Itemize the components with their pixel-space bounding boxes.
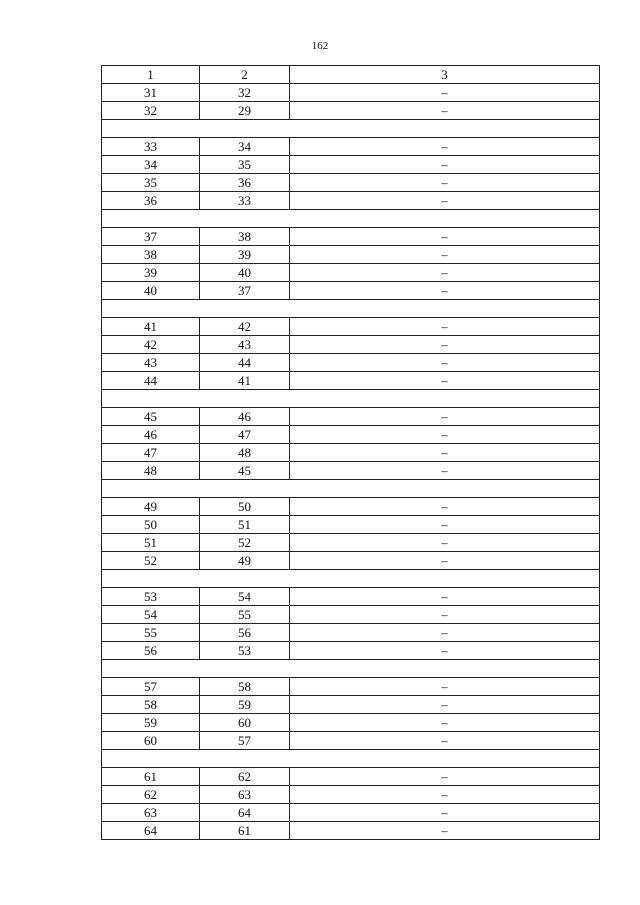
table-cell-col-1: 51 xyxy=(102,534,200,552)
table-cell-col-1: 64 xyxy=(102,822,200,840)
table-row xyxy=(102,246,600,264)
table-cell-col-3: – xyxy=(290,732,600,750)
table-cell-col-2: 38 xyxy=(200,228,290,246)
table-row xyxy=(102,642,600,660)
table-cell-col-3: – xyxy=(290,588,600,606)
table-cell-col-3: – xyxy=(290,318,600,336)
table-cell-col-2: 52 xyxy=(200,534,290,552)
table-cell-col-1: 59 xyxy=(102,714,200,732)
table-row xyxy=(102,282,600,300)
table-cell-col-1: 63 xyxy=(102,804,200,822)
table-row xyxy=(102,174,600,192)
table-cell-col-2: 53 xyxy=(200,642,290,660)
table-cell-col-1: 32 xyxy=(102,102,200,120)
table-cell-col-1: 49 xyxy=(102,498,200,516)
table-row xyxy=(102,84,600,102)
table-cell-col-3: – xyxy=(290,408,600,426)
table-cell-col-3: – xyxy=(290,624,600,642)
separator-cell xyxy=(102,750,600,768)
table-cell-col-1: 53 xyxy=(102,588,200,606)
table-header-row xyxy=(102,66,600,84)
table-row xyxy=(102,624,600,642)
table-cell-col-2: 39 xyxy=(200,246,290,264)
table-cell-col-2: 55 xyxy=(200,606,290,624)
table-cell-col-3: – xyxy=(290,174,600,192)
table-cell-col-3: – xyxy=(290,282,600,300)
table-cell-col-1: 54 xyxy=(102,606,200,624)
separator-cell xyxy=(102,660,600,678)
table-cell-col-2: 64 xyxy=(200,804,290,822)
table-row xyxy=(102,228,600,246)
table-cell-col-2: 44 xyxy=(200,354,290,372)
table-cell-col-2: 46 xyxy=(200,408,290,426)
table-cell-col-3: – xyxy=(290,102,600,120)
table-cell-col-1: 36 xyxy=(102,192,200,210)
table-row xyxy=(102,156,600,174)
table-cell-col-3: – xyxy=(290,192,600,210)
table-cell-col-2: 56 xyxy=(200,624,290,642)
table-cell-col-1: 62 xyxy=(102,786,200,804)
table-row xyxy=(102,372,600,390)
table-row xyxy=(102,192,600,210)
table-cell-col-2: 57 xyxy=(200,732,290,750)
table-cell-col-3: – xyxy=(290,228,600,246)
table-cell-col-1: 48 xyxy=(102,462,200,480)
table-cell-col-1: 50 xyxy=(102,516,200,534)
table-cell-col-3: – xyxy=(290,768,600,786)
table-cell-col-1: 47 xyxy=(102,444,200,462)
table-cell-col-2: 33 xyxy=(200,192,290,210)
table-row xyxy=(102,138,600,156)
table-cell-col-2: 35 xyxy=(200,156,290,174)
table-cell-col-2: 41 xyxy=(200,372,290,390)
table-cell-col-3: – xyxy=(290,138,600,156)
table-cell-col-2: 62 xyxy=(200,768,290,786)
table-cell-col-2: 54 xyxy=(200,588,290,606)
table-row xyxy=(102,588,600,606)
table-row xyxy=(102,498,600,516)
table-cell-col-2: 29 xyxy=(200,102,290,120)
table-row xyxy=(102,768,600,786)
table-cell-col-3: – xyxy=(290,354,600,372)
table-cell-col-3: – xyxy=(290,264,600,282)
table-cell-col-1: 34 xyxy=(102,156,200,174)
group-separator-row xyxy=(102,570,600,588)
table-row xyxy=(102,804,600,822)
table-cell-col-1: 42 xyxy=(102,336,200,354)
separator-cell xyxy=(102,210,600,228)
table-cell-col-3: – xyxy=(290,372,600,390)
separator-cell xyxy=(102,300,600,318)
table-cell-col-1: 37 xyxy=(102,228,200,246)
table-cell-col-1: 61 xyxy=(102,768,200,786)
table-cell-col-2: 37 xyxy=(200,282,290,300)
table-cell-col-1: 45 xyxy=(102,408,200,426)
table-cell-col-1: 44 xyxy=(102,372,200,390)
table-cell-col-2: 50 xyxy=(200,498,290,516)
table-cell-col-3: – xyxy=(290,444,600,462)
table-row xyxy=(102,336,600,354)
table-cell-col-1: 35 xyxy=(102,174,200,192)
table-cell-col-1: 55 xyxy=(102,624,200,642)
table-cell-col-1: 41 xyxy=(102,318,200,336)
table-cell-col-1: 46 xyxy=(102,426,200,444)
header-cell-1: 1 xyxy=(102,66,200,84)
table-row xyxy=(102,552,600,570)
table-cell-col-2: 40 xyxy=(200,264,290,282)
table-cell-col-1: 58 xyxy=(102,696,200,714)
table-cell-col-2: 42 xyxy=(200,318,290,336)
table-cell-col-1: 31 xyxy=(102,84,200,102)
table-cell-col-2: 34 xyxy=(200,138,290,156)
group-separator-row xyxy=(102,750,600,768)
table-row xyxy=(102,462,600,480)
table-row xyxy=(102,534,600,552)
group-separator-row xyxy=(102,390,600,408)
table-row xyxy=(102,822,600,840)
table-cell-col-3: – xyxy=(290,84,600,102)
group-separator-row xyxy=(102,210,600,228)
separator-cell xyxy=(102,120,600,138)
table-cell-col-1: 56 xyxy=(102,642,200,660)
table-row xyxy=(102,714,600,732)
table-cell-col-1: 52 xyxy=(102,552,200,570)
table-cell-col-3: – xyxy=(290,714,600,732)
table-row xyxy=(102,318,600,336)
table-cell-col-1: 38 xyxy=(102,246,200,264)
table-cell-col-2: 43 xyxy=(200,336,290,354)
table-cell-col-3: – xyxy=(290,786,600,804)
table-cell-col-3: – xyxy=(290,534,600,552)
group-separator-row xyxy=(102,480,600,498)
table-cell-col-3: – xyxy=(290,156,600,174)
header-cell-2: 2 xyxy=(200,66,290,84)
table-cell-col-1: 33 xyxy=(102,138,200,156)
separator-cell xyxy=(102,480,600,498)
table-cell-col-2: 60 xyxy=(200,714,290,732)
table-row xyxy=(102,516,600,534)
table-row xyxy=(102,426,600,444)
table-cell-col-2: 51 xyxy=(200,516,290,534)
table-cell-col-1: 40 xyxy=(102,282,200,300)
separator-cell xyxy=(102,390,600,408)
table-cell-col-2: 47 xyxy=(200,426,290,444)
table-row xyxy=(102,606,600,624)
table-cell-col-3: – xyxy=(290,642,600,660)
table-cell-col-2: 48 xyxy=(200,444,290,462)
header-cell-3: 3 xyxy=(290,66,600,84)
table-cell-col-2: 49 xyxy=(200,552,290,570)
group-separator-row xyxy=(102,300,600,318)
table-body xyxy=(102,66,600,840)
group-separator-row xyxy=(102,120,600,138)
table-cell-col-2: 58 xyxy=(200,678,290,696)
table-row xyxy=(102,444,600,462)
table-row xyxy=(102,732,600,750)
table-cell-col-3: – xyxy=(290,336,600,354)
group-separator-row xyxy=(102,660,600,678)
table-cell-col-3: – xyxy=(290,246,600,264)
table-cell-col-2: 45 xyxy=(200,462,290,480)
table-cell-col-2: 59 xyxy=(200,696,290,714)
table-cell-col-1: 43 xyxy=(102,354,200,372)
table-cell-col-3: – xyxy=(290,822,600,840)
table-cell-col-3: – xyxy=(290,678,600,696)
table-cell-col-3: – xyxy=(290,462,600,480)
table-cell-col-3: – xyxy=(290,426,600,444)
separator-cell xyxy=(102,570,600,588)
page-number: 162 xyxy=(311,40,329,52)
table-row xyxy=(102,408,600,426)
table-cell-col-2: 61 xyxy=(200,822,290,840)
table-row xyxy=(102,696,600,714)
table-cell-col-3: – xyxy=(290,804,600,822)
table-row xyxy=(102,354,600,372)
table-cell-col-3: – xyxy=(290,552,600,570)
data-table xyxy=(101,65,600,840)
table-row xyxy=(102,102,600,120)
table-cell-col-2: 36 xyxy=(200,174,290,192)
table-cell-col-2: 32 xyxy=(200,84,290,102)
table-cell-col-3: – xyxy=(290,606,600,624)
table-cell-col-1: 57 xyxy=(102,678,200,696)
table-row xyxy=(102,678,600,696)
table-cell-col-3: – xyxy=(290,696,600,714)
table-cell-col-1: 60 xyxy=(102,732,200,750)
table-cell-col-3: – xyxy=(290,516,600,534)
table-cell-col-3: – xyxy=(290,498,600,516)
table-row xyxy=(102,264,600,282)
table-cell-col-2: 63 xyxy=(200,786,290,804)
table-cell-col-1: 39 xyxy=(102,264,200,282)
table-row xyxy=(102,786,600,804)
